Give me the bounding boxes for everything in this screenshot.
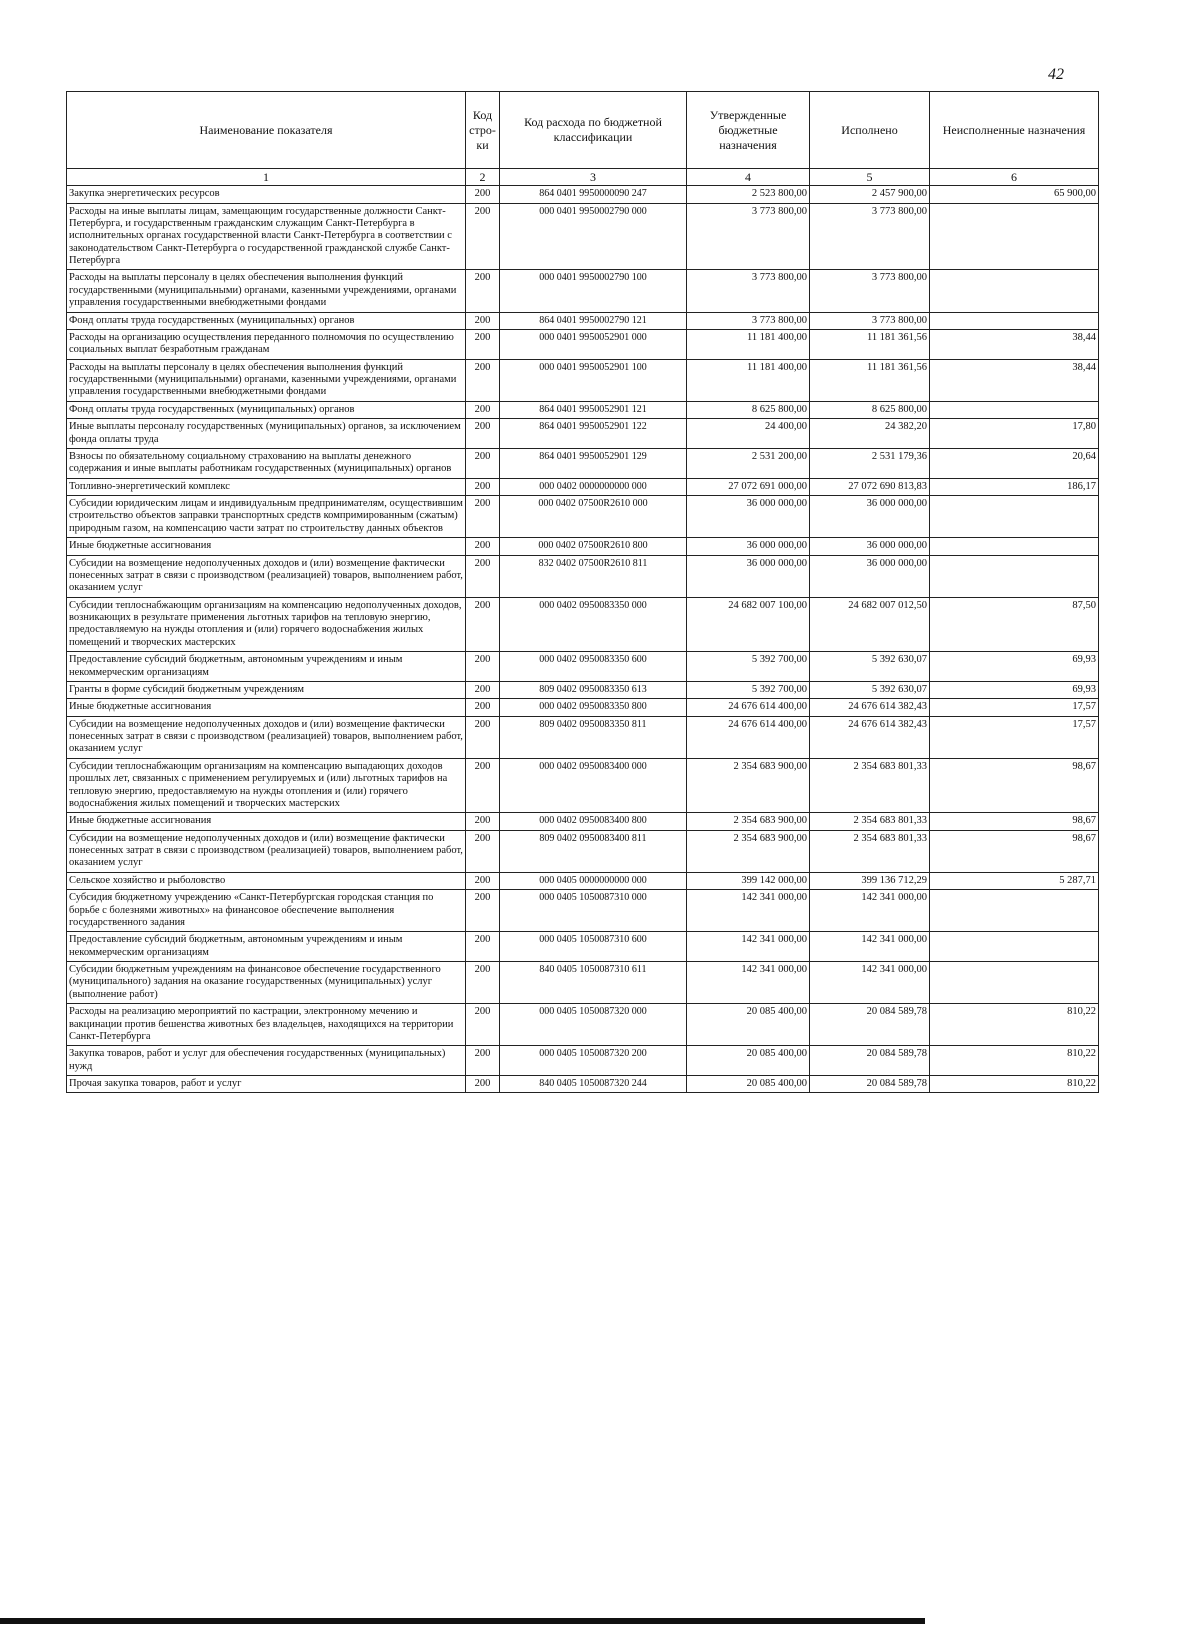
executed-amount: 24 682 007 012,50 bbox=[810, 597, 930, 652]
table-row bbox=[67, 699, 1099, 716]
column-number: 6 bbox=[930, 169, 1099, 186]
executed-amount: 142 341 000,00 bbox=[810, 932, 930, 962]
table-row bbox=[67, 716, 1099, 758]
table-row bbox=[67, 830, 1099, 872]
executed-amount: 2 354 683 801,33 bbox=[810, 813, 930, 830]
executed-amount: 399 136 712,29 bbox=[810, 872, 930, 889]
line-code: 200 bbox=[466, 1046, 500, 1076]
indicator-name: Субсидия бюджетному учреждению «Санкт-Петербургская городская станция по борьбе с болезнями животных» на финансовое обеспечение выполнения государственного задания bbox=[67, 890, 466, 932]
unexecuted-amount bbox=[930, 496, 1099, 538]
unexecuted-amount: 17,80 bbox=[930, 419, 1099, 449]
expense-code: 809 0402 0950083350 811 bbox=[500, 716, 687, 758]
unexecuted-amount: 17,57 bbox=[930, 716, 1099, 758]
approved-amount: 142 341 000,00 bbox=[687, 962, 810, 1004]
expense-code: 000 0402 0950083350 800 bbox=[500, 699, 687, 716]
executed-amount: 36 000 000,00 bbox=[810, 555, 930, 597]
expense-code: 000 0402 07500R2610 800 bbox=[500, 538, 687, 555]
line-code: 200 bbox=[466, 478, 500, 495]
expense-code: 000 0405 1050087310 000 bbox=[500, 890, 687, 932]
line-code: 200 bbox=[466, 270, 500, 312]
expense-code: 000 0401 9950002790 100 bbox=[500, 270, 687, 312]
table-row bbox=[67, 329, 1099, 359]
table-row bbox=[67, 932, 1099, 962]
table-row bbox=[67, 652, 1099, 682]
line-code: 200 bbox=[466, 401, 500, 418]
approved-amount: 2 523 800,00 bbox=[687, 186, 810, 203]
indicator-name: Топливно-энергетический комплекс bbox=[67, 478, 466, 495]
line-code: 200 bbox=[466, 932, 500, 962]
unexecuted-amount: 810,22 bbox=[930, 1046, 1099, 1076]
approved-amount: 36 000 000,00 bbox=[687, 496, 810, 538]
header-expense-code: Код расхода по бюджетной классификации bbox=[500, 92, 687, 169]
executed-amount: 2 531 179,36 bbox=[810, 448, 930, 478]
table-row bbox=[67, 478, 1099, 495]
unexecuted-amount: 17,57 bbox=[930, 699, 1099, 716]
approved-amount: 2 354 683 900,00 bbox=[687, 758, 810, 813]
approved-amount: 142 341 000,00 bbox=[687, 932, 810, 962]
executed-amount: 3 773 800,00 bbox=[810, 270, 930, 312]
unexecuted-amount bbox=[930, 203, 1099, 270]
table-row bbox=[67, 597, 1099, 652]
executed-amount: 5 392 630,07 bbox=[810, 681, 930, 698]
expense-code: 000 0401 9950052901 000 bbox=[500, 329, 687, 359]
unexecuted-amount bbox=[930, 401, 1099, 418]
indicator-name: Иные бюджетные ассигнования bbox=[67, 538, 466, 555]
table-row bbox=[67, 1046, 1099, 1076]
unexecuted-amount: 5 287,71 bbox=[930, 872, 1099, 889]
executed-amount: 36 000 000,00 bbox=[810, 496, 930, 538]
unexecuted-amount: 98,67 bbox=[930, 830, 1099, 872]
indicator-name: Субсидии на возмещение недополученных доходов и (или) возмещение фактически понесенных затрат в связи с производством (реализацией) товаров, выполнением работ, оказанием услуг bbox=[67, 555, 466, 597]
table-row bbox=[67, 758, 1099, 813]
budget-execution-table bbox=[66, 91, 1099, 1093]
expense-code: 832 0402 07500R2610 811 bbox=[500, 555, 687, 597]
approved-amount: 2 354 683 900,00 bbox=[687, 813, 810, 830]
approved-amount: 2 354 683 900,00 bbox=[687, 830, 810, 872]
indicator-name: Фонд оплаты труда государственных (муниципальных) органов bbox=[67, 312, 466, 329]
table-row bbox=[67, 496, 1099, 538]
expense-code: 000 0402 07500R2610 000 bbox=[500, 496, 687, 538]
expense-code: 864 0401 9950052901 121 bbox=[500, 401, 687, 418]
table-row bbox=[67, 419, 1099, 449]
column-number: 5 bbox=[810, 169, 930, 186]
unexecuted-amount: 98,67 bbox=[930, 813, 1099, 830]
unexecuted-amount: 98,67 bbox=[930, 758, 1099, 813]
line-code: 200 bbox=[466, 872, 500, 889]
executed-amount: 20 084 589,78 bbox=[810, 1004, 930, 1046]
expense-code: 000 0402 0000000000 000 bbox=[500, 478, 687, 495]
line-code: 200 bbox=[466, 538, 500, 555]
approved-amount: 2 531 200,00 bbox=[687, 448, 810, 478]
line-code: 200 bbox=[466, 830, 500, 872]
approved-amount: 11 181 400,00 bbox=[687, 359, 810, 401]
approved-amount: 24 676 614 400,00 bbox=[687, 716, 810, 758]
line-code: 200 bbox=[466, 1076, 500, 1093]
approved-amount: 20 085 400,00 bbox=[687, 1046, 810, 1076]
executed-amount: 3 773 800,00 bbox=[810, 203, 930, 270]
approved-amount: 399 142 000,00 bbox=[687, 872, 810, 889]
unexecuted-amount: 20,64 bbox=[930, 448, 1099, 478]
unexecuted-amount: 69,93 bbox=[930, 681, 1099, 698]
table-row bbox=[67, 359, 1099, 401]
approved-amount: 24 400,00 bbox=[687, 419, 810, 449]
unexecuted-amount: 810,22 bbox=[930, 1004, 1099, 1046]
header-line-code: Код стро- ки bbox=[466, 92, 500, 169]
column-number: 3 bbox=[500, 169, 687, 186]
indicator-name: Закупка товаров, работ и услуг для обеспечения государственных (муниципальных) нужд bbox=[67, 1046, 466, 1076]
indicator-name: Субсидии юридическим лицам и индивидуальным предпринимателям, осуществившим строительство объектов заправки транспортных средств компримированным (сжатым) природным газом, на компенсацию части затрат по строительству данных объектов bbox=[67, 496, 466, 538]
line-code: 200 bbox=[466, 419, 500, 449]
expense-code: 000 0402 0950083400 800 bbox=[500, 813, 687, 830]
line-code: 200 bbox=[466, 652, 500, 682]
expense-code: 000 0405 1050087320 000 bbox=[500, 1004, 687, 1046]
line-code: 200 bbox=[466, 758, 500, 813]
table-row bbox=[67, 890, 1099, 932]
executed-amount: 11 181 361,56 bbox=[810, 359, 930, 401]
table-row bbox=[67, 401, 1099, 418]
unexecuted-amount: 186,17 bbox=[930, 478, 1099, 495]
column-number-row bbox=[67, 169, 1099, 186]
indicator-name: Расходы на выплаты персоналу в целях обеспечения выполнения функций государственными (муниципальными) органами, казенными учреждениями, органами управления государственными внебюджетными фондами bbox=[67, 359, 466, 401]
line-code: 200 bbox=[466, 359, 500, 401]
executed-amount: 24 382,20 bbox=[810, 419, 930, 449]
line-code: 200 bbox=[466, 681, 500, 698]
expense-code: 000 0402 0950083350 600 bbox=[500, 652, 687, 682]
executed-amount: 11 181 361,56 bbox=[810, 329, 930, 359]
executed-amount: 24 676 614 382,43 bbox=[810, 699, 930, 716]
line-code: 200 bbox=[466, 448, 500, 478]
executed-amount: 27 072 690 813,83 bbox=[810, 478, 930, 495]
approved-amount: 27 072 691 000,00 bbox=[687, 478, 810, 495]
header-indicator-name: Наименование показателя bbox=[67, 92, 466, 169]
line-code: 200 bbox=[466, 312, 500, 329]
expense-code: 864 0401 9950002790 121 bbox=[500, 312, 687, 329]
expense-code: 840 0405 1050087310 611 bbox=[500, 962, 687, 1004]
table-row bbox=[67, 555, 1099, 597]
expense-code: 840 0405 1050087320 244 bbox=[500, 1076, 687, 1093]
indicator-name: Иные выплаты персоналу государственных (муниципальных) органов, за исключением фонда оплаты труда bbox=[67, 419, 466, 449]
expense-code: 864 0401 9950052901 129 bbox=[500, 448, 687, 478]
approved-amount: 5 392 700,00 bbox=[687, 652, 810, 682]
approved-amount: 3 773 800,00 bbox=[687, 312, 810, 329]
expense-code: 864 0401 9950052901 122 bbox=[500, 419, 687, 449]
approved-amount: 20 085 400,00 bbox=[687, 1076, 810, 1093]
header-row bbox=[67, 92, 1099, 169]
indicator-name: Субсидии бюджетным учреждениям на финансовое обеспечение государственного (муниципального) задания на оказание государственных (муниципальных) услуг (выполнение работ) bbox=[67, 962, 466, 1004]
executed-amount: 24 676 614 382,43 bbox=[810, 716, 930, 758]
indicator-name: Предоставление субсидий бюджетным, автономным учреждениям и иным некоммерческим организациям bbox=[67, 652, 466, 682]
approved-amount: 24 676 614 400,00 bbox=[687, 699, 810, 716]
indicator-name: Прочая закупка товаров, работ и услуг bbox=[67, 1076, 466, 1093]
approved-amount: 8 625 800,00 bbox=[687, 401, 810, 418]
line-code: 200 bbox=[466, 813, 500, 830]
line-code: 200 bbox=[466, 555, 500, 597]
unexecuted-amount bbox=[930, 538, 1099, 555]
executed-amount: 5 392 630,07 bbox=[810, 652, 930, 682]
executed-amount: 8 625 800,00 bbox=[810, 401, 930, 418]
approved-amount: 3 773 800,00 bbox=[687, 270, 810, 312]
approved-amount: 142 341 000,00 bbox=[687, 890, 810, 932]
approved-amount: 3 773 800,00 bbox=[687, 203, 810, 270]
indicator-name: Фонд оплаты труда государственных (муниципальных) органов bbox=[67, 401, 466, 418]
table-row bbox=[67, 681, 1099, 698]
header-unexecuted: Неисполненные назначения bbox=[930, 92, 1099, 169]
scan-bottom-edge bbox=[0, 1618, 925, 1624]
executed-amount: 142 341 000,00 bbox=[810, 890, 930, 932]
column-number: 1 bbox=[67, 169, 466, 186]
unexecuted-amount: 38,44 bbox=[930, 329, 1099, 359]
indicator-name: Иные бюджетные ассигнования bbox=[67, 813, 466, 830]
unexecuted-amount bbox=[930, 555, 1099, 597]
expense-code: 809 0402 0950083400 811 bbox=[500, 830, 687, 872]
indicator-name: Иные бюджетные ассигнования bbox=[67, 699, 466, 716]
table-row bbox=[67, 448, 1099, 478]
indicator-name: Расходы на иные выплаты лицам, замещающим государственные должности Санкт-Петербурга, и государственным гражданским служащим Санкт-Петербурга в исполнительных органах государственной власти Санкт-Петербурга в соответствии с законодательством Санкт-Петербурга о государственной гражданской службе Санкт-Петербурга bbox=[67, 203, 466, 270]
unexecuted-amount: 810,22 bbox=[930, 1076, 1099, 1093]
unexecuted-amount: 65 900,00 bbox=[930, 186, 1099, 203]
table-row bbox=[67, 962, 1099, 1004]
unexecuted-amount: 69,93 bbox=[930, 652, 1099, 682]
indicator-name: Расходы на выплаты персоналу в целях обеспечения выполнения функций государственными (муниципальными) органами, казенными учреждениями, органами управления государственными внебюджетными фондами bbox=[67, 270, 466, 312]
table-row bbox=[67, 312, 1099, 329]
header-approved: Утвержденные бюджетные назначения bbox=[687, 92, 810, 169]
expense-code: 000 0402 0950083350 000 bbox=[500, 597, 687, 652]
table-row bbox=[67, 270, 1099, 312]
table-row bbox=[67, 1004, 1099, 1046]
approved-amount: 36 000 000,00 bbox=[687, 555, 810, 597]
column-number: 4 bbox=[687, 169, 810, 186]
approved-amount: 5 392 700,00 bbox=[687, 681, 810, 698]
table-row bbox=[67, 813, 1099, 830]
executed-amount: 20 084 589,78 bbox=[810, 1076, 930, 1093]
line-code: 200 bbox=[466, 329, 500, 359]
header-executed: Исполнено bbox=[810, 92, 930, 169]
line-code: 200 bbox=[466, 1004, 500, 1046]
unexecuted-amount bbox=[930, 962, 1099, 1004]
table-row bbox=[67, 538, 1099, 555]
unexecuted-amount bbox=[930, 312, 1099, 329]
expense-code: 000 0405 0000000000 000 bbox=[500, 872, 687, 889]
line-code: 200 bbox=[466, 699, 500, 716]
executed-amount: 2 457 900,00 bbox=[810, 186, 930, 203]
line-code: 200 bbox=[466, 496, 500, 538]
unexecuted-amount bbox=[930, 932, 1099, 962]
indicator-name: Взносы по обязательному социальному страхованию на выплаты денежного содержания и иные выплаты работникам государственных (муниципальных) органов bbox=[67, 448, 466, 478]
approved-amount: 20 085 400,00 bbox=[687, 1004, 810, 1046]
executed-amount: 3 773 800,00 bbox=[810, 312, 930, 329]
table-row bbox=[67, 1076, 1099, 1093]
executed-amount: 2 354 683 801,33 bbox=[810, 758, 930, 813]
unexecuted-amount: 87,50 bbox=[930, 597, 1099, 652]
line-code: 200 bbox=[466, 890, 500, 932]
expense-code: 809 0402 0950083350 613 bbox=[500, 681, 687, 698]
unexecuted-amount bbox=[930, 270, 1099, 312]
indicator-name: Расходы на реализацию мероприятий по кастрации, электронному мечению и вакцинации против бешенства животных без владельцев, находящихся на территории Санкт-Петербурга bbox=[67, 1004, 466, 1046]
expense-code: 000 0402 0950083400 000 bbox=[500, 758, 687, 813]
expense-code: 000 0405 1050087310 600 bbox=[500, 932, 687, 962]
executed-amount: 142 341 000,00 bbox=[810, 962, 930, 1004]
expense-code: 000 0401 9950052901 100 bbox=[500, 359, 687, 401]
indicator-name: Сельское хозяйство и рыболовство bbox=[67, 872, 466, 889]
expense-code: 000 0405 1050087320 200 bbox=[500, 1046, 687, 1076]
indicator-name: Субсидии теплоснабжающим организациям на компенсацию недополученных доходов, возникающих в результате применения льготных тарифов на тепловую энергию, предоставляемую на нужды отопления и (или) горячего водоснабжения жилых помещений и творческих мастерских bbox=[67, 597, 466, 652]
expense-code: 000 0401 9950002790 000 bbox=[500, 203, 687, 270]
line-code: 200 bbox=[466, 716, 500, 758]
indicator-name: Субсидии на возмещение недополученных доходов и (или) возмещение фактически понесенных затрат в связи с производством (реализацией) товаров, выполнением работ, оказанием услуг bbox=[67, 830, 466, 872]
indicator-name: Предоставление субсидий бюджетным, автономным учреждениям и иным некоммерческим организациям bbox=[67, 932, 466, 962]
unexecuted-amount bbox=[930, 890, 1099, 932]
approved-amount: 24 682 007 100,00 bbox=[687, 597, 810, 652]
column-number: 2 bbox=[466, 169, 500, 186]
table-row bbox=[67, 872, 1099, 889]
indicator-name: Субсидии теплоснабжающим организациям на компенсацию выпадающих доходов прошлых лет, связанных с применением регулируемых и (или) льготных тарифов на тепловую энергию, предоставляемую на нужды отопления и (или) горячего водоснабжения жилых помещений и творческих мастерских bbox=[67, 758, 466, 813]
executed-amount: 36 000 000,00 bbox=[810, 538, 930, 555]
indicator-name: Закупка энергетических ресурсов bbox=[67, 186, 466, 203]
indicator-name: Гранты в форме субсидий бюджетным учреждениям bbox=[67, 681, 466, 698]
expense-code: 864 0401 9950000090 247 bbox=[500, 186, 687, 203]
executed-amount: 20 084 589,78 bbox=[810, 1046, 930, 1076]
indicator-name: Расходы на организацию осуществления переданного полномочия по осуществлению социальных выплат безработным гражданам bbox=[67, 329, 466, 359]
indicator-name: Субсидии на возмещение недополученных доходов и (или) возмещение фактически понесенных затрат в связи с производством (реализацией) товаров, выполнением работ, оказанием услуг bbox=[67, 716, 466, 758]
approved-amount: 36 000 000,00 bbox=[687, 538, 810, 555]
unexecuted-amount: 38,44 bbox=[930, 359, 1099, 401]
line-code: 200 bbox=[466, 962, 500, 1004]
page-number: 42 bbox=[1048, 66, 1064, 83]
line-code: 200 bbox=[466, 203, 500, 270]
line-code: 200 bbox=[466, 186, 500, 203]
table-row bbox=[67, 186, 1099, 203]
table-row bbox=[67, 203, 1099, 270]
executed-amount: 2 354 683 801,33 bbox=[810, 830, 930, 872]
approved-amount: 11 181 400,00 bbox=[687, 329, 810, 359]
line-code: 200 bbox=[466, 597, 500, 652]
